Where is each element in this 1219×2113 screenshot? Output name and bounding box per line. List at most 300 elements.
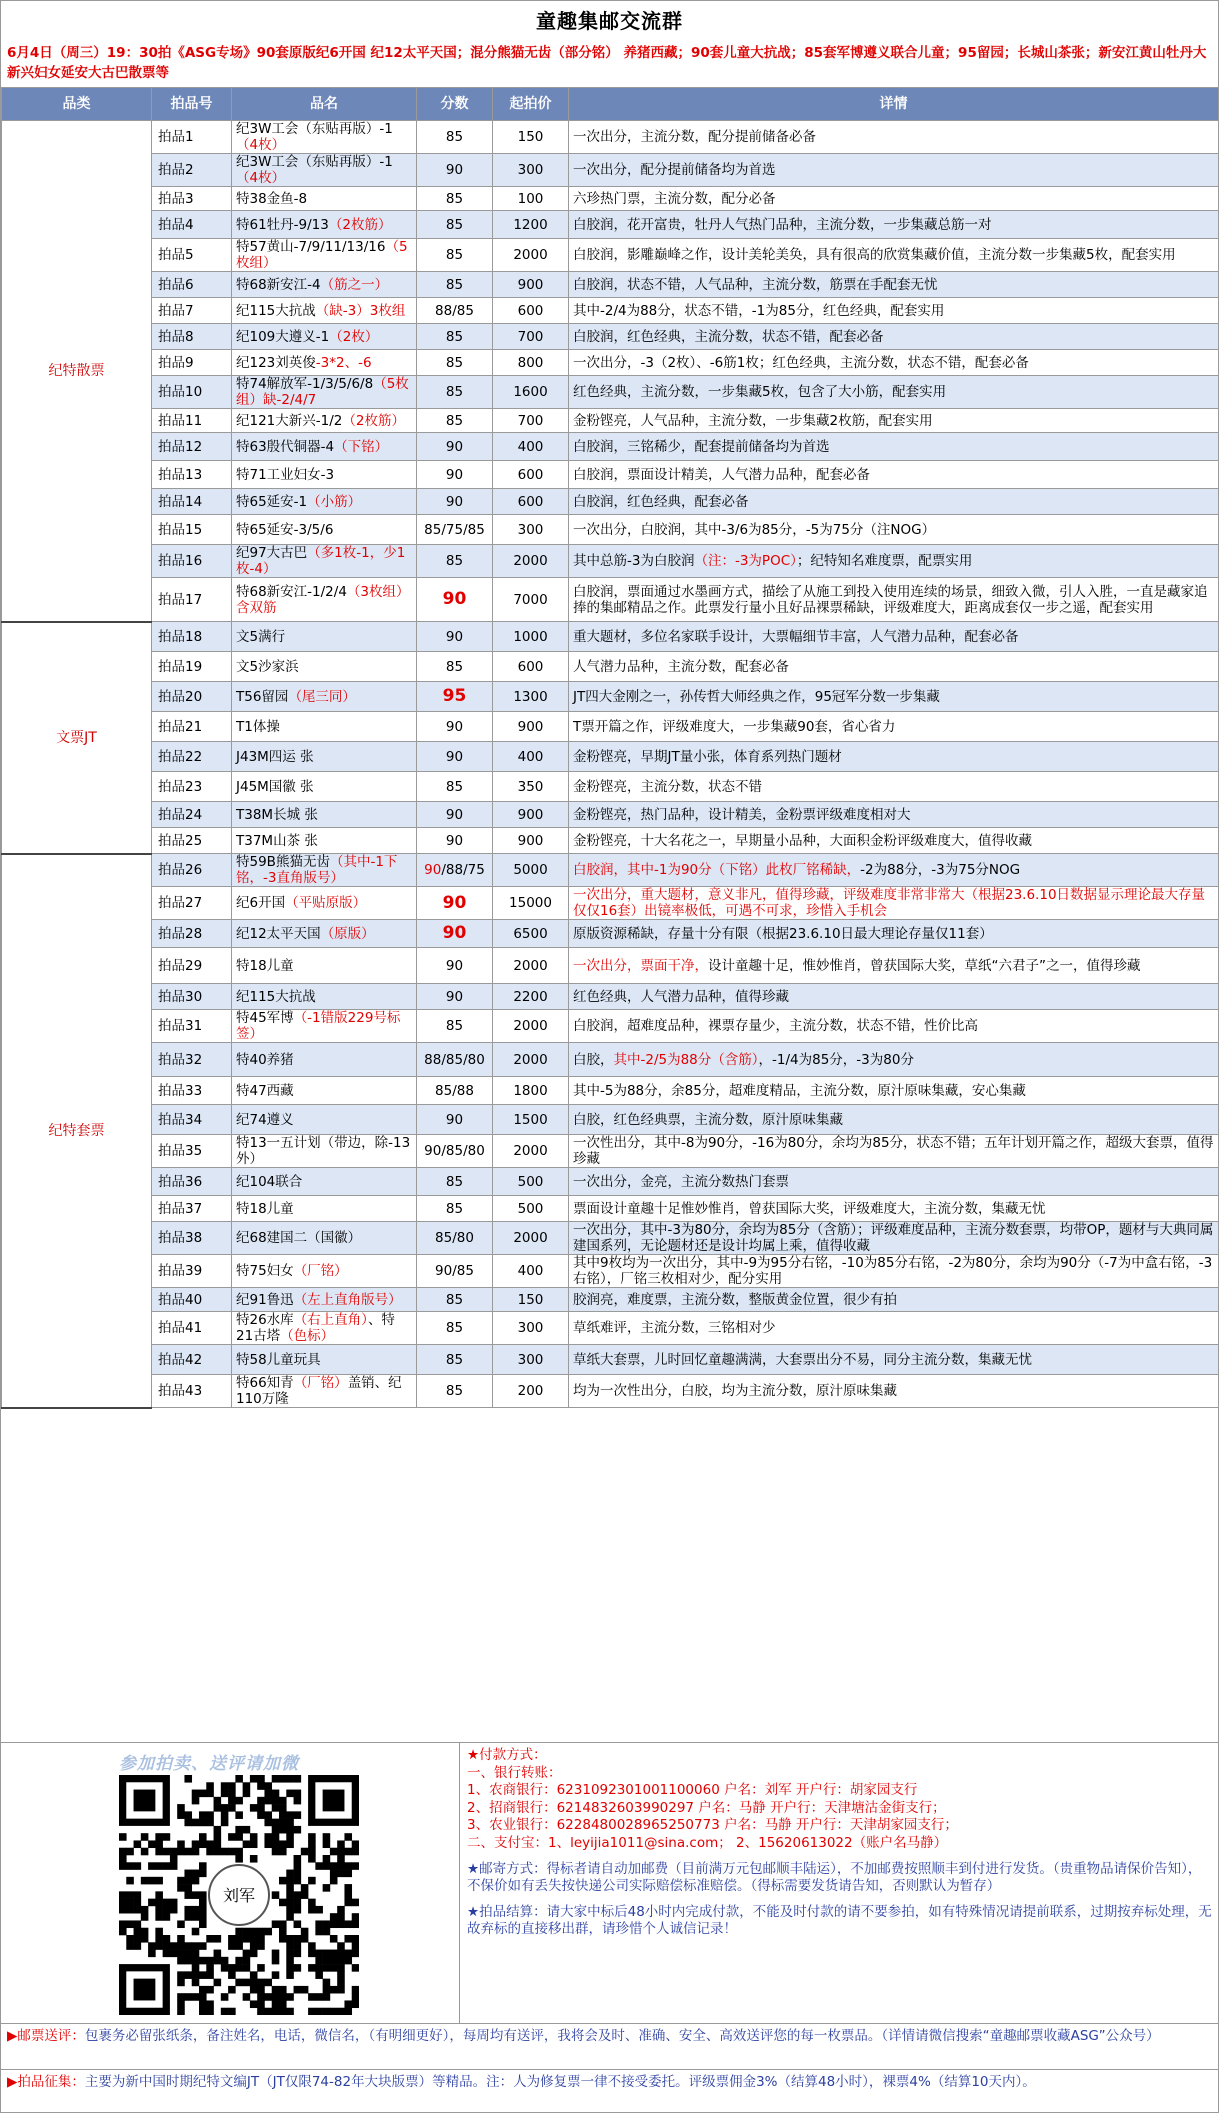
lot-score-value: 90/85 [435, 1263, 474, 1279]
lot-number: 拍品16 [152, 545, 232, 578]
lot-name-text: J45M国徽 张 [236, 778, 314, 795]
lot-detail [569, 622, 1219, 652]
lot-detail-text: 六珍热门票，主流分数，配分必备 [573, 190, 776, 207]
lot-score [417, 682, 493, 712]
lot-score [417, 854, 493, 887]
table-row [2, 1077, 1219, 1105]
lot-name [232, 298, 417, 324]
lot-score-value: 85/80 [435, 1230, 474, 1246]
lot-score [417, 1196, 493, 1222]
lot-number: 拍品31 [152, 1010, 232, 1043]
table-row [2, 622, 1219, 652]
lot-score-value: 90 [445, 1111, 464, 1128]
lot-detail-text: 票面设计童趣十足惟妙惟肖，曾获国际大奖，评级难度大，主流分数，集藏无忧 [573, 1200, 1046, 1217]
lot-start-price: 2000 [493, 948, 569, 984]
lot-name [232, 272, 417, 298]
table-row [2, 324, 1219, 350]
table-row [2, 1168, 1219, 1196]
notice-label: ▶拍品征集： [7, 2074, 85, 2090]
lot-detail [569, 545, 1219, 578]
lot-name-text: 纪97大古巴 [236, 545, 308, 561]
lot-detail-text: 其中-2/4为88分，状态不错，-1为85分，红色经典，配套实用 [573, 302, 945, 319]
lot-score-value: 95 [442, 686, 467, 706]
lot-start-price: 2200 [493, 984, 569, 1010]
lot-name-note: （尾三同） [288, 688, 356, 705]
header-score: 分数 [417, 88, 493, 121]
lot-start-price: 600 [493, 652, 569, 682]
lot-name [232, 1255, 417, 1288]
lot-number: 拍品37 [152, 1196, 232, 1222]
lot-start-price: 1500 [493, 1105, 569, 1135]
lot-name-text: 纪109大遵义-1 [236, 328, 330, 345]
lot-detail-text: 重大题材，多位名家联手设计，大票幅细节丰富，人气潜力品种，配套必备 [573, 628, 1019, 645]
table-row [2, 211, 1219, 239]
table-row [2, 1345, 1219, 1375]
lot-number: 拍品15 [152, 515, 232, 545]
lot-name-text: 特45军博 [236, 1010, 294, 1026]
lot-detail [569, 1135, 1219, 1168]
lot-number: 拍品11 [152, 409, 232, 433]
lot-detail-text: 一次出分，金亮，主流分数热门套票 [573, 1173, 789, 1190]
lot-number: 拍品18 [152, 622, 232, 652]
header-detail: 详情 [569, 88, 1219, 121]
lot-detail [569, 239, 1219, 272]
lot-detail-text: 白胶润，红色经典，配套必备 [573, 493, 749, 510]
lot-score-value: 85 [445, 354, 464, 371]
lot-name-note: （厂铭） [293, 1375, 348, 1391]
lot-number: 拍品1 [152, 121, 232, 154]
lot-start-price: 2000 [493, 239, 569, 272]
lot-detail [569, 828, 1219, 854]
lot-score-value: 90 [445, 806, 464, 823]
lot-score-value: 85/88 [435, 1082, 474, 1099]
lot-detail [569, 1077, 1219, 1105]
lot-score [417, 712, 493, 742]
lot-name-text: 纪6开国 [236, 895, 286, 911]
lot-start-price: 600 [493, 461, 569, 489]
lot-name [232, 350, 417, 376]
lot-name-note: （小筋） [307, 493, 362, 510]
lot-name-text: 特13一五计划（带边，除-13外） [236, 1135, 411, 1167]
table-header-row [2, 88, 1219, 121]
lot-name [232, 1010, 417, 1043]
header-lot-no: 拍品号 [152, 88, 232, 121]
lot-detail [569, 211, 1219, 239]
header-name: 品名 [232, 88, 417, 121]
lot-detail-text: 人气潜力品种，主流分数，配套必备 [573, 658, 789, 675]
table-row [2, 712, 1219, 742]
lot-name [232, 239, 417, 272]
lot-name-note: （左上直角版号） [293, 1291, 402, 1308]
lot-name [232, 652, 417, 682]
category-cell: 纪特散票 [2, 121, 152, 622]
table-row [2, 984, 1219, 1010]
lot-detail-text: 一次出分，-3（2枚）、-6筋1枚；红色经典，主流分数，状态不错，配套必备 [573, 354, 1029, 371]
lot-score [417, 409, 493, 433]
lot-detail-text: 其中总筋-3为白胶润 [573, 553, 695, 569]
table-row [2, 578, 1219, 622]
lot-score [417, 376, 493, 409]
lot-detail-text: 白胶，红色经典票，主流分数，原汁原味集藏 [573, 1111, 843, 1128]
qr-banner: 参加拍卖、送评请加微 [119, 1754, 299, 1774]
lot-name-text: 、特21古塔 [236, 1312, 395, 1344]
lot-score [417, 324, 493, 350]
table-row [2, 350, 1219, 376]
table-row [2, 682, 1219, 712]
lot-detail-text: 白胶润，状态不错，人气品种，主流分数，筋票在手配套无忧 [573, 276, 938, 293]
lot-score [417, 652, 493, 682]
lot-number: 拍品34 [152, 1105, 232, 1135]
lot-detail-highlight: 其中-2/5为88分（含筋） [613, 1051, 759, 1068]
lot-name [232, 578, 417, 622]
lot-start-price: 7000 [493, 578, 569, 622]
lot-score [417, 515, 493, 545]
lot-name-note: （其中-1下铭，-3直角版号） [236, 854, 398, 886]
lot-score [417, 772, 493, 802]
lot-name [232, 948, 417, 984]
lot-name [232, 984, 417, 1010]
lot-score-value: 85 [445, 778, 464, 795]
lot-score-value: 90 [445, 832, 464, 849]
lot-name [232, 154, 417, 187]
lot-detail [569, 272, 1219, 298]
lot-number: 拍品35 [152, 1135, 232, 1168]
lot-name [232, 1135, 417, 1168]
lot-number: 拍品20 [152, 682, 232, 712]
lot-name-text: 特18儿童 [236, 957, 294, 974]
lot-number: 拍品29 [152, 948, 232, 984]
lots-table [1, 87, 1219, 1409]
lot-name-text: 纪91鲁迅 [236, 1291, 294, 1308]
lot-detail-text: 金粉铿亮，热门品种，设计精美，金粉票评级难度相对大 [573, 806, 911, 823]
lot-name-note: （5枚组）缺-2/4/7 [236, 376, 409, 408]
table-row [2, 239, 1219, 272]
category-cell: 纪特套票 [2, 854, 152, 1408]
lot-detail-text: 一次性出分，其中-8为90分，-16为80分，余均为85分，状态不错；五年计划开篇之作，超级大套票，值得珍藏 [573, 1135, 1214, 1167]
lot-name-text: 特71工业妇女-3 [236, 466, 335, 483]
lot-score-value: 88/85/80 [424, 1051, 485, 1068]
lot-detail-text: 白胶润，三铭稀少，配套提前储备均为首选 [573, 438, 830, 455]
lot-score [417, 272, 493, 298]
table-row [2, 854, 1219, 887]
lot-detail-text: 一次出分，其中-3为80分，余均为85分（含筋）；评级难度品种，主流分数套票，均带OP，题材与大典同属建国系列，无论题材还是设计均属上乘，值得收藏 [573, 1222, 1214, 1254]
lot-name [232, 712, 417, 742]
lot-number: 拍品41 [152, 1312, 232, 1345]
lot-start-price: 1200 [493, 211, 569, 239]
lot-name-text: 纪12太平天国 [236, 925, 321, 942]
lot-score [417, 742, 493, 772]
payment-info [467, 1747, 1212, 1939]
lot-number: 拍品38 [152, 1222, 232, 1255]
lot-name-text: 纪74遵义 [236, 1111, 294, 1128]
lot-start-price: 150 [493, 1288, 569, 1312]
lot-detail-text: 金粉铿亮，人气品种，主流分数，一步集藏2枚筋，配套实用 [573, 412, 933, 429]
lot-number: 拍品32 [152, 1043, 232, 1077]
lot-detail [569, 154, 1219, 187]
lot-detail-text: 金粉铿亮，早期JT量小张，体育系列热门题材 [573, 748, 842, 765]
lot-start-price: 15000 [493, 887, 569, 920]
lot-detail-text: 白胶润，红色经典，主流分数，状态不错，配套必备 [573, 328, 884, 345]
lot-detail [569, 298, 1219, 324]
lot-name [232, 376, 417, 409]
lot-number: 拍品42 [152, 1345, 232, 1375]
lot-start-price: 900 [493, 828, 569, 854]
lot-name [232, 489, 417, 515]
qr-code-area [1, 1743, 460, 2024]
lot-name [232, 828, 417, 854]
lot-score [417, 1255, 493, 1288]
header-category: 品类 [2, 88, 152, 121]
lot-name-note: （右上直角） [293, 1312, 368, 1328]
lot-score [417, 1375, 493, 1408]
lot-number: 拍品24 [152, 802, 232, 828]
lot-number: 拍品23 [152, 772, 232, 802]
lot-number: 拍品22 [152, 742, 232, 772]
lot-detail [569, 1043, 1219, 1077]
table-row [2, 948, 1219, 984]
page-title: 童趣集邮交流群 [536, 9, 683, 33]
lot-start-price: 400 [493, 742, 569, 772]
lot-start-price: 100 [493, 187, 569, 211]
lot-number: 拍品43 [152, 1375, 232, 1408]
lot-score-value: 90 [442, 923, 467, 943]
lot-detail [569, 409, 1219, 433]
lot-number: 拍品13 [152, 461, 232, 489]
lot-detail [569, 652, 1219, 682]
collection-notice [1, 2069, 1218, 2112]
lot-score-value: 85 [445, 276, 464, 293]
mail-method: ★邮寄方式：得标者请自动加邮费（目前满万元包邮顺丰陆运），不加邮费按照顺丰到付进行发货。（贵重物品请保价告知），不保价如有丢失按快递公司实际赔偿标准赔偿。（得标需要发货请告知，否则默认为暂存） [467, 1860, 1202, 1895]
lot-name-text: 文5满行 [236, 628, 286, 645]
lot-detail [569, 772, 1219, 802]
lot-detail [569, 433, 1219, 461]
lot-name-text: 特38金鱼-8 [236, 190, 308, 207]
lot-number: 拍品8 [152, 324, 232, 350]
lot-start-price: 600 [493, 298, 569, 324]
lot-score-value: 85 [445, 412, 464, 429]
lot-detail-text: JT四大金刚之一，孙传哲大师经典之作，95冠军分数一步集藏 [573, 688, 940, 705]
lot-name [232, 682, 417, 712]
lot-score-value: 90 [445, 748, 464, 765]
lot-detail-text: 一次出分，配分提前储备均为首选 [573, 162, 776, 178]
lot-start-price: 2000 [493, 1222, 569, 1255]
lot-start-price: 2000 [493, 1135, 569, 1168]
lot-score-value: 85 [445, 1200, 464, 1217]
lot-detail [569, 1288, 1219, 1312]
lot-name-text: 纪121大新兴-1/2 [236, 412, 343, 429]
lot-score-value: 85/75/85 [424, 521, 485, 538]
payment-section [1, 1742, 1218, 2024]
lot-start-price: 900 [493, 712, 569, 742]
lot-score [417, 887, 493, 920]
lot-score-value: 85 [445, 1351, 464, 1368]
lot-number: 拍品36 [152, 1168, 232, 1196]
lot-detail [569, 887, 1219, 920]
table-row [2, 545, 1219, 578]
table-row [2, 1255, 1219, 1288]
lot-number: 拍品19 [152, 652, 232, 682]
lot-start-price: 5000 [493, 854, 569, 887]
lot-name-text: T38M长城 张 [236, 806, 318, 823]
table-row [2, 489, 1219, 515]
lot-name-note: （2枚筋） [328, 216, 392, 233]
lot-score-value: 85 [445, 129, 464, 145]
lot-name-text: 特63殷代铜器-4 [236, 438, 335, 455]
lot-score [417, 187, 493, 211]
lot-detail [569, 682, 1219, 712]
lot-detail-highlight: 一次出分，票面干净， [573, 957, 708, 974]
lot-score-value: 90 [445, 957, 464, 974]
lot-score-value: 88/85 [435, 302, 474, 319]
lot-name-text: 文5沙家浜 [236, 658, 299, 675]
lot-name [232, 887, 417, 920]
lot-score-value: 90 [445, 162, 464, 178]
lot-detail-text: 其中-5为88分，余85分，超难度精品，主流分数，原汁原味集藏，安心集藏 [573, 1082, 1026, 1099]
table-row [2, 461, 1219, 489]
lot-score-value: 85 [445, 1018, 464, 1034]
lot-number: 拍品25 [152, 828, 232, 854]
lot-name-note: （4枚） [236, 137, 286, 153]
lot-number: 拍品7 [152, 298, 232, 324]
lot-name-text: 纪68建国二（国徽） [236, 1230, 362, 1246]
payment-line: 2、招商银行：6214832603990297 户名：马静 开户行：天津塘沽金街支行； [467, 1799, 946, 1816]
lot-number: 拍品14 [152, 489, 232, 515]
lot-start-price: 6500 [493, 920, 569, 948]
lot-score-value: 90 [442, 589, 467, 609]
table-row [2, 772, 1219, 802]
table-row [2, 1043, 1219, 1077]
lot-number: 拍品12 [152, 433, 232, 461]
lot-score-rest: /88/75 [441, 862, 485, 878]
lot-name-note: （色标） [280, 1328, 335, 1344]
payment-line: 3、农业银行：6228480028965250773 户名：马静 开户行：天津胡家园支行； [467, 1817, 958, 1834]
lot-score-value: 85 [445, 328, 464, 345]
table-row [2, 1135, 1219, 1168]
lot-name-text: 特66知青 [236, 1375, 294, 1391]
lot-detail-text: 原版资源稀缺，存量十分有限（根据23.6.10日最大理论存量仅11套） [573, 925, 993, 942]
lot-name [232, 1312, 417, 1345]
lot-name [232, 1105, 417, 1135]
lot-name-text: T37M山茶 张 [236, 832, 318, 849]
lot-number: 拍品3 [152, 187, 232, 211]
qr-center-text: 刘军 [222, 1886, 256, 1905]
lot-detail [569, 1168, 1219, 1196]
lot-name-text: 盖销、纪110万隆 [236, 1375, 402, 1407]
lot-name-text: 纪3W工会（东贴再版）-1 [236, 121, 393, 137]
lot-name-note: （多1枚-1，少1枚-4） [236, 545, 406, 577]
lot-start-price: 300 [493, 515, 569, 545]
lot-name-note: -3*2、-6 [315, 354, 372, 371]
lot-detail-text: ；纪特知名难度票，配票实用 [796, 553, 973, 569]
lot-name [232, 211, 417, 239]
lot-number: 拍品21 [152, 712, 232, 742]
lot-score [417, 1010, 493, 1043]
table-row [2, 376, 1219, 409]
lot-name-text: 特47西藏 [236, 1082, 294, 1099]
lot-detail-text: 白胶， [573, 1051, 614, 1068]
lot-score-value: 85 [445, 190, 464, 207]
lot-score [417, 461, 493, 489]
lot-score-value: 85 [445, 247, 464, 263]
lot-name-text: J43M四运 张 [236, 748, 314, 765]
lot-name [232, 1077, 417, 1105]
lot-score [417, 211, 493, 239]
lot-detail [569, 489, 1219, 515]
lot-score-value: 85 [445, 1383, 464, 1399]
lot-start-price: 300 [493, 154, 569, 187]
lot-score-value: 90 [442, 892, 467, 913]
lot-name [232, 1288, 417, 1312]
lot-name-text: 特40养猪 [236, 1051, 294, 1068]
lot-score-value: 90 [445, 438, 464, 455]
lot-detail-text: ，-1/4为85分，-3为80分 [758, 1051, 914, 1068]
lot-score [417, 239, 493, 272]
lot-number: 拍品4 [152, 211, 232, 239]
lot-detail [569, 984, 1219, 1010]
lot-detail-text: 白胶润，花开富贵，牡丹人气热门品种，主流分数，一步集藏总筋一对 [573, 216, 992, 233]
lot-score-highlight: 90 [424, 862, 442, 878]
lot-name [232, 121, 417, 154]
lot-start-price: 350 [493, 772, 569, 802]
lot-detail [569, 1222, 1219, 1255]
lot-score-value: 90 [445, 718, 464, 735]
table-row [2, 1010, 1219, 1043]
lot-start-price: 1300 [493, 682, 569, 712]
lot-detail-text: T票开篇之作，评级难度大，一步集藏90套，省心省力 [573, 718, 896, 735]
lot-name [232, 409, 417, 433]
table-row [2, 409, 1219, 433]
lot-name [232, 187, 417, 211]
lot-name-note: （2枚筋） [342, 412, 405, 429]
lot-name-note: （4枚） [236, 170, 286, 186]
lot-name-note: （厂铭） [293, 1263, 348, 1279]
lot-detail-text: -2为88分，-3为75分NOG [860, 862, 1021, 878]
lot-detail [569, 948, 1219, 984]
lot-detail [569, 742, 1219, 772]
lot-score-value: 90 [445, 988, 464, 1005]
lot-score [417, 154, 493, 187]
table-row [2, 433, 1219, 461]
lot-score-value: 85 [445, 384, 464, 400]
lot-detail [569, 854, 1219, 887]
lot-detail-highlight: 一次出分，重大题材，意义非凡，值得珍藏，评级难度非常非常大（根据23.6.10日数据显示理论最大存量仅仅16套）出镜率极低，可遇不可求，珍惜入手机会 [573, 887, 1206, 919]
table-row [2, 742, 1219, 772]
notice-label: ▶邮票送评： [7, 2028, 85, 2044]
lot-detail-text: 草纸大套票，儿时回忆童趣满满，大套票出分不易，同分主流分数，集藏无忧 [573, 1351, 1032, 1368]
lot-score [417, 350, 493, 376]
lot-name [232, 802, 417, 828]
lot-name [232, 1375, 417, 1408]
lot-name-text: T1体操 [236, 718, 280, 735]
lot-name [232, 772, 417, 802]
lot-start-price: 300 [493, 1345, 569, 1375]
lot-start-price: 400 [493, 1255, 569, 1288]
lot-detail-text: 一次出分，主流分数，配分提前储备必备 [573, 129, 816, 145]
lot-score [417, 1222, 493, 1255]
lot-detail-text: 其中9枚均为一次出分，其中-9为95分右铭，-10为85分右铭，-2为80分，余均为90分（-7为中盒右铭，-3右铭），厂铭三枚相对少，配分实用 [573, 1255, 1213, 1287]
lot-score [417, 433, 493, 461]
lot-detail-text: 红色经典，人气潜力品种，值得珍藏 [573, 988, 789, 1005]
lot-name-text: 特18儿童 [236, 1200, 294, 1217]
lot-start-price: 200 [493, 1375, 569, 1408]
lot-name-note: （5枚组） [236, 239, 408, 271]
payment-line: 1、农商银行：6231092301001100060 户名：刘军 开户行：胡家园支行 [467, 1782, 918, 1799]
lot-score [417, 1312, 493, 1345]
lot-number: 拍品30 [152, 984, 232, 1010]
lot-score [417, 545, 493, 578]
lot-detail [569, 376, 1219, 409]
lot-score [417, 1288, 493, 1312]
